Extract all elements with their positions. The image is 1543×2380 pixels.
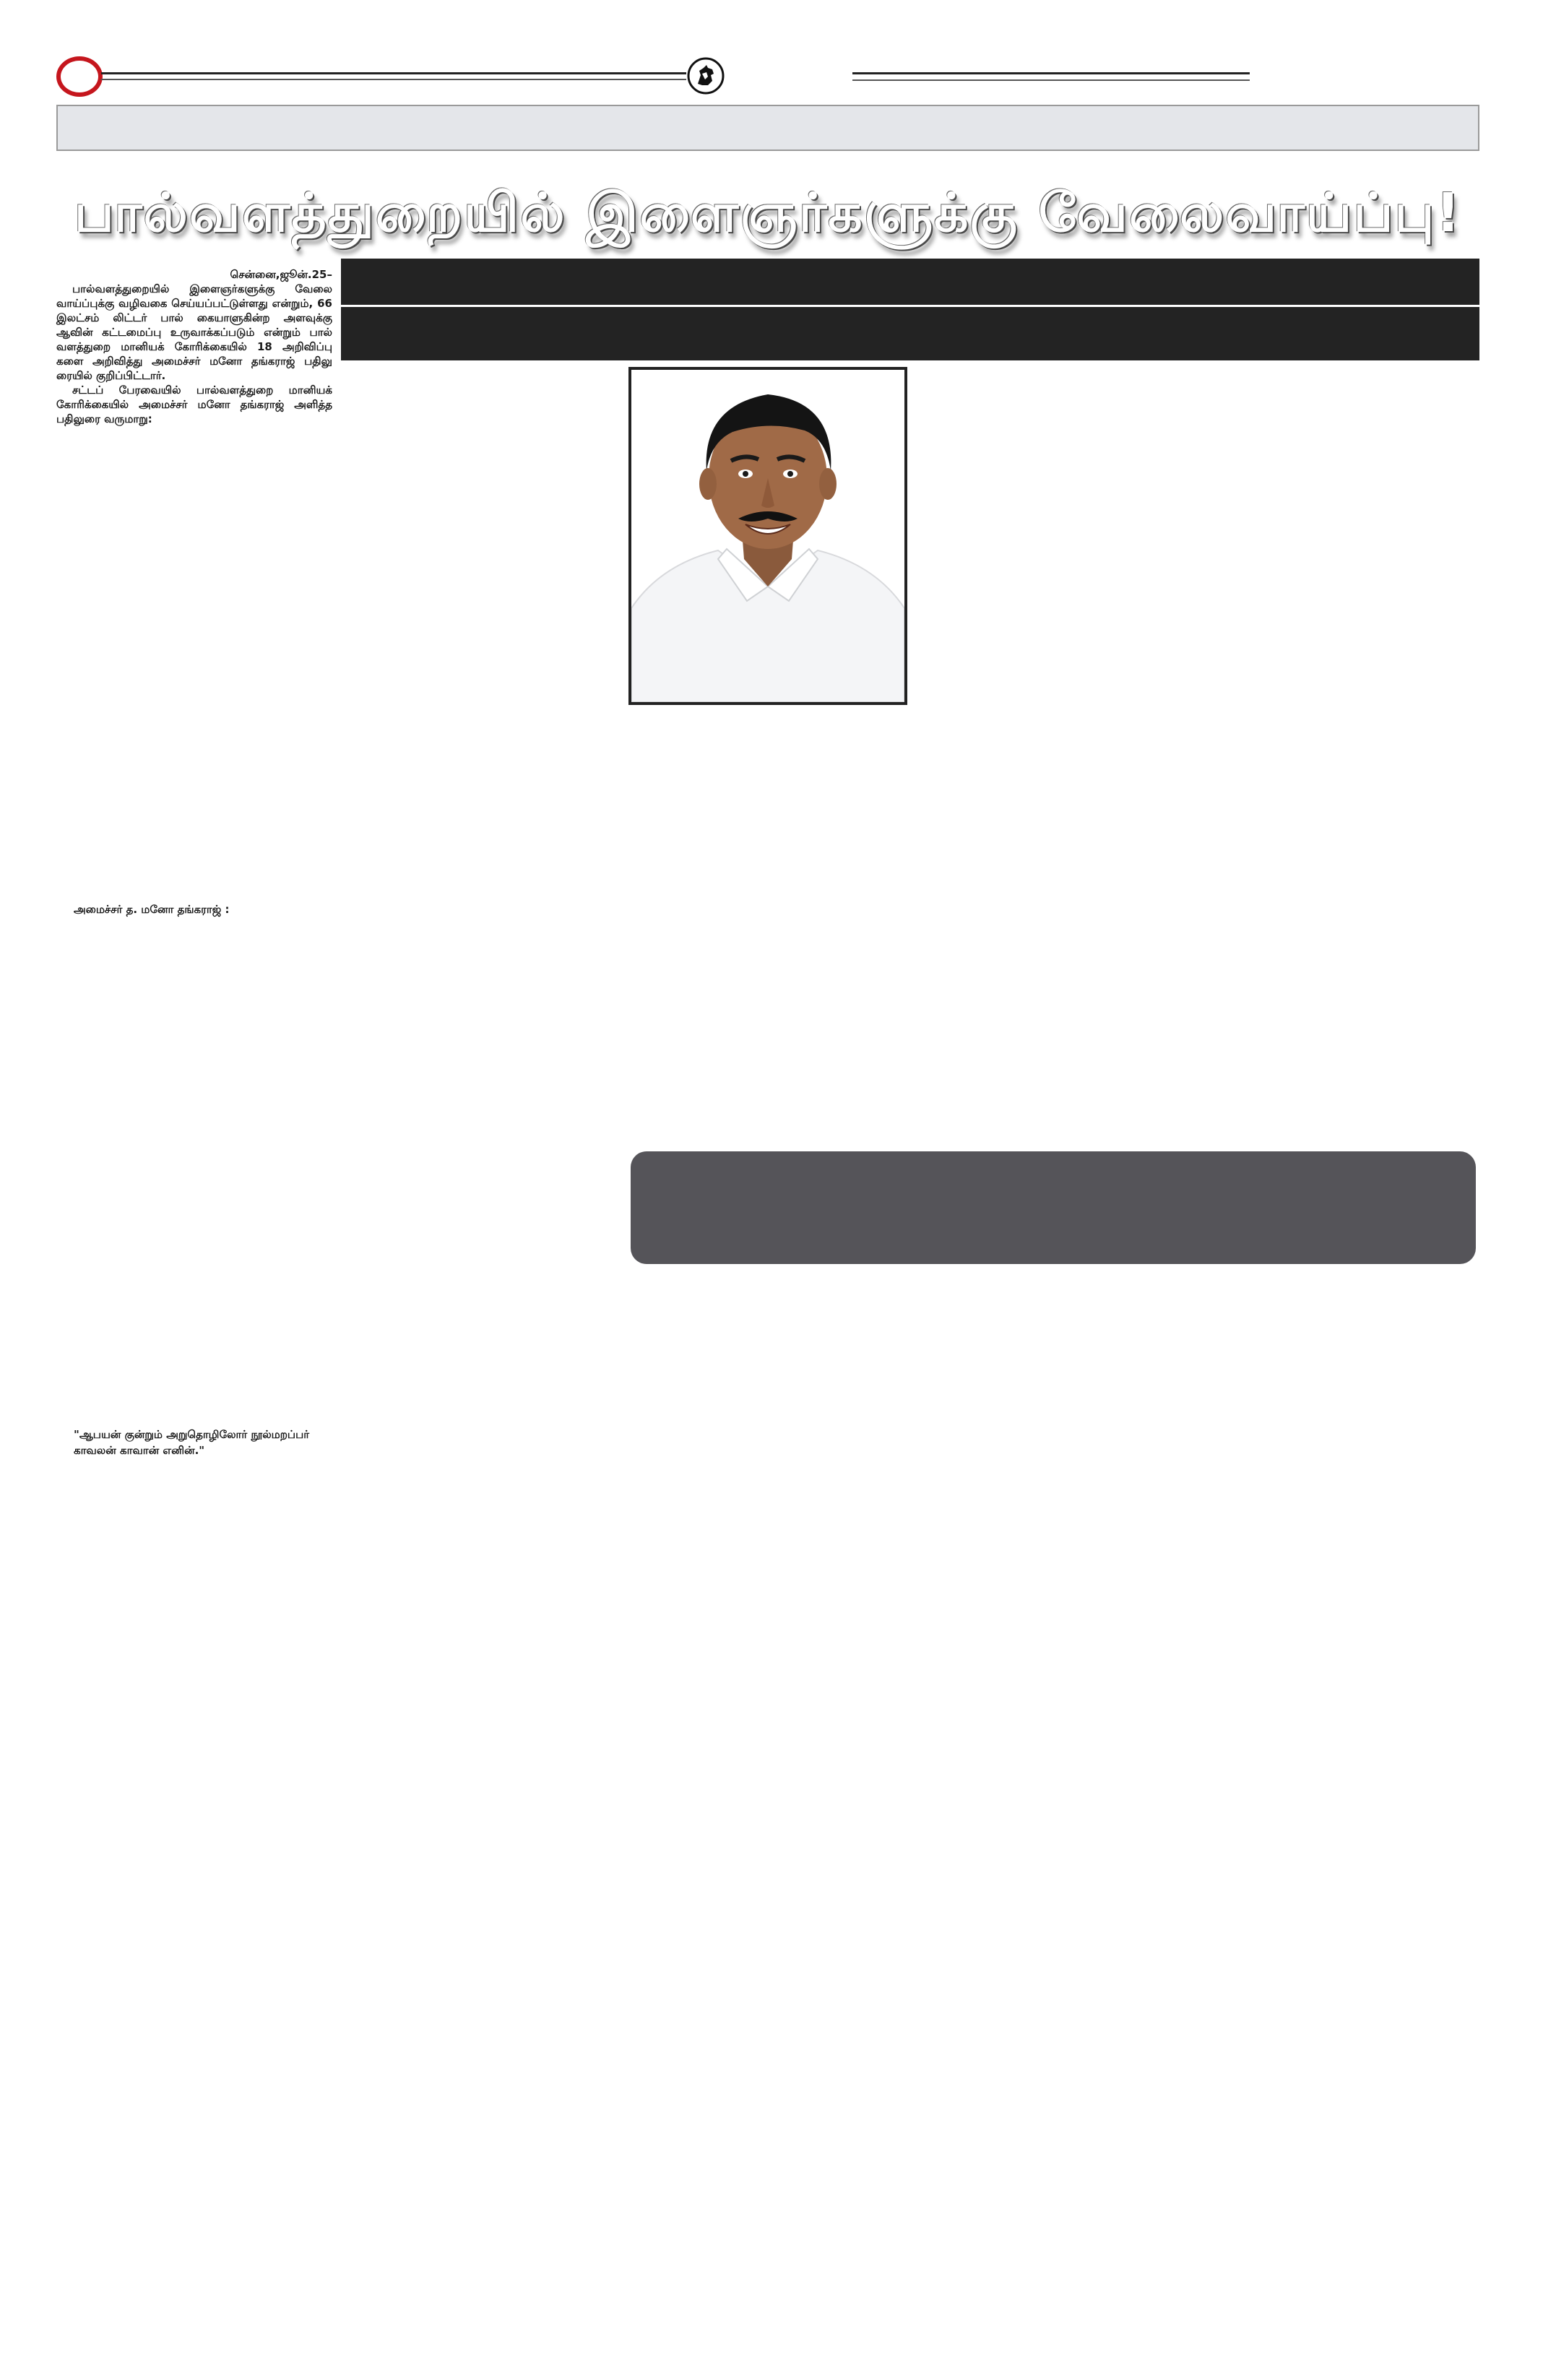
main-headline [56, 166, 1479, 260]
kural-quote: "ஆபயன் குன்றும் அறுதொழிலோர் நூல்மறப்பர் காவலன் காவான் எனின்." [74, 1428, 310, 1457]
callout-box [631, 1151, 1476, 1264]
horse-emblem-icon [686, 56, 725, 95]
article-paragraph: பால்வளத்துறையில் இளைஞர்களுக்கு வேலை வாய்ப்புக்கு வழிவகை செய்யப்பட்டுள்ளது என்றும், 66 இலட்சம் லிட்டர் பால் கையாளுகின்ற அளவுக்கு ஆவின் கட்டமைப்பு உருவாக்கப்படும் என்றும் பால் வளத்துறை மானியக் கோரிக்கையில் 18 அறிவிப்பு களை அறிவித்து அமைச்சர் மனோ தங்கராஜ் பதிலு ரையில் குறிப்பிட்டார். [56, 282, 332, 382]
article-column-left [56, 267, 332, 426]
page-number-circle [56, 56, 103, 97]
speaker-subhead: அமைச்சர் த. மனோ தங்கராஜ் : [74, 903, 230, 916]
article-dateline: சென்னை,ஜூன்.25– [230, 268, 332, 281]
header-rule-right [852, 72, 1250, 81]
article-paragraph: சட்டப் பேரவையில் பால்வளத்துறை மானியக் கோரிக்கையில் அமைச்சர் மனோ தங்கராஜ் அளித்த பதிலுரை வருமாறு: [56, 384, 332, 425]
header-rule-left [101, 72, 686, 80]
header-banner-strip [56, 105, 1479, 151]
subheadline-bar-2 [341, 307, 1479, 360]
subheadline-bar-1 [341, 259, 1479, 305]
headline-text: பால்வளத்துறையில் இளைஞர்களுக்கு வேலைவாய்ப்பு! [74, 182, 1462, 244]
minister-portrait [628, 367, 907, 705]
